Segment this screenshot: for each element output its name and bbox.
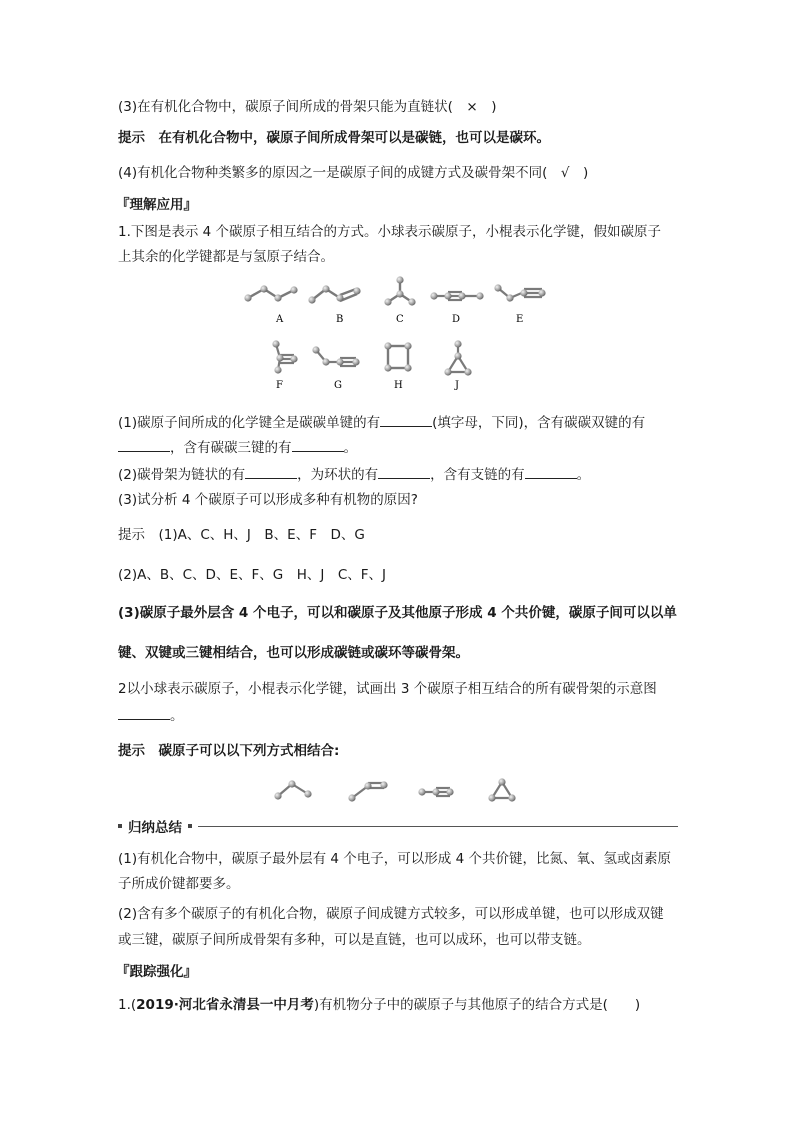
problem1-q3: (3)试分析 4 个碳原子可以形成多种有机物的原因? — [118, 492, 418, 508]
problem1-hint3-line1: (3)碳原子最外层含 4 个电子，可以和碳原子及其他原子形成 4 个共价键，碳原子间可以以单 — [118, 605, 677, 621]
label-B: B — [336, 314, 344, 325]
answer-blank[interactable] — [118, 705, 170, 720]
label-G: G — [334, 380, 342, 391]
bracket-open-icon: 『 — [116, 197, 130, 213]
followup-q1: 1.(2019·河北省永清县一中月考)有机物分子中的碳原子与其他原子的结合方式是( ) — [118, 997, 641, 1013]
section-follow — [116, 960, 197, 980]
three-carbon-figure — [270, 774, 530, 804]
bracket-close-icon: 』 — [183, 197, 197, 213]
label-E: E — [516, 314, 524, 325]
bracket-close-icon: 』 — [183, 964, 197, 980]
summary-p2-line2: 或三键，碳原子间所成骨架有多种，可以是直链，也可以成环，也可以带支链。 — [118, 932, 591, 948]
label-J: J — [455, 380, 460, 391]
problem1-hint2: (2)A、B、C、D、E、F、G H、J C、F、J — [118, 567, 387, 583]
summary-p1-line1: (1)有机化合物中，碳原子最外层有 4 个电子，可以形成 4 个共价键，比氮、氧、氢或卤素原 — [118, 851, 671, 867]
bracket-open-icon: 『 — [116, 964, 130, 980]
skeleton-double-bond — [348, 781, 387, 801]
answer-blank[interactable] — [380, 412, 432, 427]
problem1-hint1: 提示 (1)A、C、H、J B、E、F D、G — [118, 527, 365, 543]
problem2-hint: 提示 碳原子可以以下列方式相结合: — [118, 743, 340, 759]
label-C: C — [396, 314, 404, 325]
statement-4: (4)有机化合物种类繁多的原因之一是碳原子间的成键方式及碳骨架不同( √ ) — [118, 165, 589, 181]
molecule-figure-row1 — [240, 278, 560, 330]
skeleton-single-bonds — [274, 780, 311, 799]
problem2-line2: 。 — [118, 705, 184, 726]
problem1-q2: (2)碳骨架为链状的有 ，为环状的有 ，含有支链的有 。 — [118, 464, 590, 485]
molecule-D — [430, 292, 483, 300]
square-bullet-icon — [118, 824, 122, 828]
problem1-line1: 1.下图是表示 4 个碳原子相互结合的方式。小球表示碳原子，小棍表示化学键，假如碳原子 — [118, 224, 662, 240]
molecule-figure-row2 — [264, 340, 494, 392]
problem1-q1-line1: (1)碳原子间所成的化学键全是碳碳单键的有 (填字母，下同)，含有碳碳双键的有 — [118, 412, 645, 433]
label-F: F — [276, 380, 283, 391]
molecule-E — [494, 284, 545, 301]
problem2-line1: 2以小球表示碳原子，小棍表示化学键，试画出 3 个碳原子相互结合的所有碳骨架的示意图 — [118, 681, 657, 697]
molecule-B — [308, 285, 360, 303]
molecule-F — [272, 340, 297, 373]
question-source: 2019·河北省永清县一中月考 — [136, 997, 314, 1013]
section-title: 跟踪强化 — [129, 964, 184, 980]
summary-title: 归纳总结 — [128, 820, 182, 836]
problem1-line2: 上其余的化学键都是与氢原子结合。 — [118, 249, 334, 265]
answer-blank[interactable] — [292, 437, 344, 452]
summary-p1-line2: 子所成价键都要多。 — [118, 876, 240, 892]
square-bullet-icon — [188, 824, 192, 828]
label-D: D — [452, 314, 461, 325]
problem1-q1-line2: ，含有碳碳三键的有 。 — [118, 437, 357, 458]
molecule-A — [244, 285, 297, 301]
label-H: H — [394, 380, 403, 391]
molecule-J — [444, 340, 471, 375]
answer-blank[interactable] — [118, 437, 170, 452]
divider — [198, 826, 678, 827]
label-A: A — [276, 314, 284, 325]
skeleton-ring — [488, 778, 515, 801]
summary-p2-line1: (2)含有多个碳原子的有机化合物，碳原子间成键方式较多，可以形成单键，也可以形成双键 — [118, 906, 664, 922]
skeleton-triple-bond — [418, 788, 453, 796]
problem1-hint3-line2: 键、双键或三键相结合，也可以形成碳链或碳环等碳骨架。 — [118, 645, 469, 661]
hint-statement-3: 提示 在有机化合物中，碳原子间所成骨架可以是碳链，也可以是碳环。 — [118, 130, 550, 146]
section-understand — [116, 193, 197, 213]
answer-blank[interactable] — [245, 464, 297, 479]
answer-blank[interactable] — [525, 464, 577, 479]
molecule-H — [384, 342, 411, 371]
molecule-G — [312, 346, 359, 366]
answer-blank[interactable] — [378, 464, 430, 479]
molecule-C — [384, 276, 415, 305]
section-title: 理解应用 — [129, 197, 184, 213]
statement-3: (3)在有机化合物中，碳原子间所成的骨架只能为直链状( × ) — [118, 99, 497, 115]
summary-header — [118, 818, 678, 834]
